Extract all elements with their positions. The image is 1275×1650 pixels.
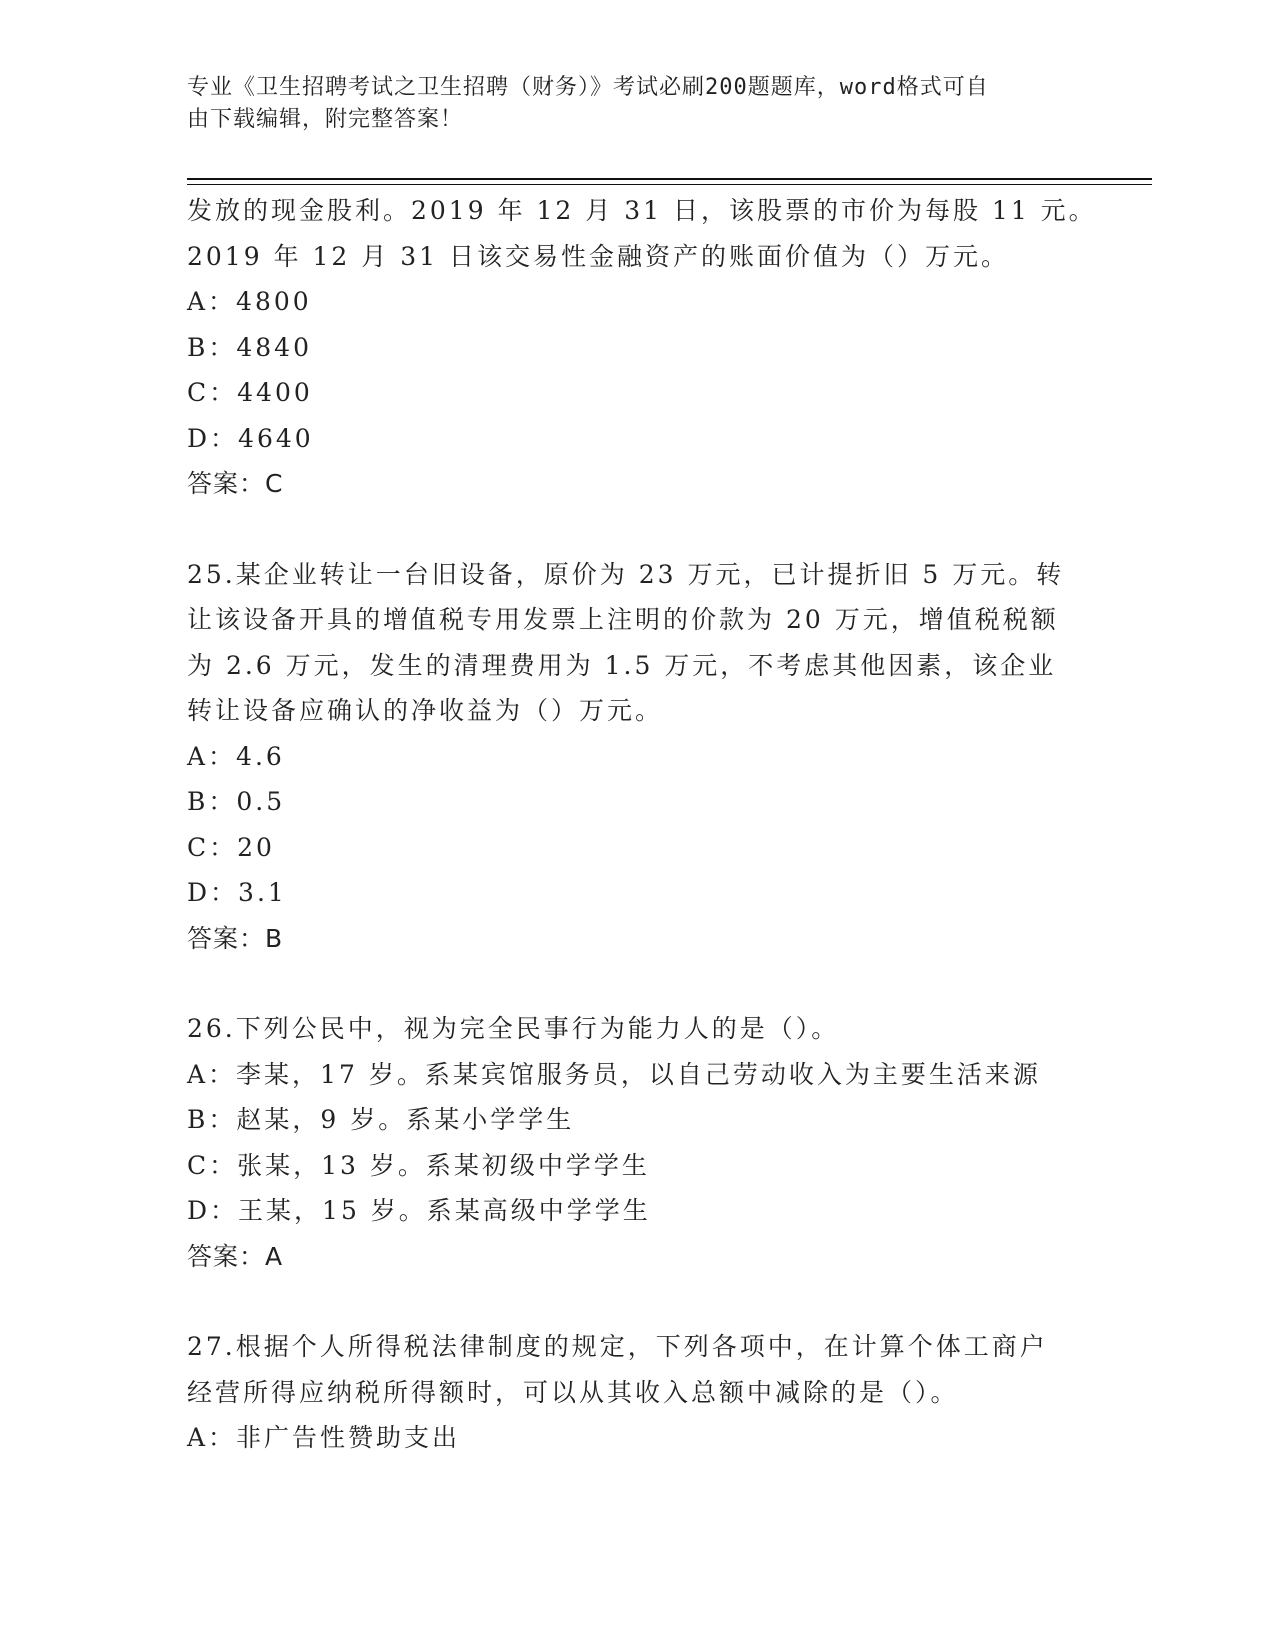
question-24-option-c: C：4400 xyxy=(187,378,313,407)
question-26-stem-line-1: 26.下列公民中，视为完全民事行为能力人的是（）。 xyxy=(187,1014,840,1043)
question-24-stem-line-2: 2019 年 12 月 31 日该交易性金融资产的账面价值为（）万元。 xyxy=(187,241,1009,271)
question-26-option-b: B：赵某，9 岁。系某小学学生 xyxy=(187,1105,575,1134)
question-25 xyxy=(187,552,1087,962)
question-24-answer: 答案：C xyxy=(187,469,284,498)
question-26-option-c: C：张某，13 岁。系某初级中学学生 xyxy=(187,1150,650,1180)
document-header xyxy=(187,72,1067,136)
question-27-stem-line-1: 27.根据个人所得税法律制度的规定，下列各项中，在计算个体工商户 xyxy=(187,1332,1048,1361)
question-24 xyxy=(187,188,1097,507)
question-25-answer: 答案：B xyxy=(187,923,284,953)
question-25-stem-line-2: 让该设备开具的增值税专用发票上注明的价款为 20 万元，增值税税额 xyxy=(187,605,1059,634)
question-24-option-b: B：4840 xyxy=(187,332,312,362)
question-24-option-a: A：4800 xyxy=(187,287,312,316)
question-24-option-d: D：4640 xyxy=(187,423,314,453)
header-divider-thin xyxy=(187,184,1152,185)
question-26-option-d: D：王某，15 岁。系某高级中学学生 xyxy=(187,1196,651,1225)
question-27-stem-line-2: 经营所得应纳税所得额时，可以从其收入总额中减除的是（）。 xyxy=(187,1377,959,1407)
question-spacer xyxy=(187,507,1087,552)
question-25-stem-line-4: 转让设备应确认的净收益为（）万元。 xyxy=(187,696,664,725)
question-content xyxy=(187,188,1097,1461)
question-25-option-a: A：4.6 xyxy=(187,741,285,771)
question-24-stem-line-1: 发放的现金股利。2019 年 12 月 31 日，该股票的市价为每股 11 元。 xyxy=(187,196,1097,225)
question-26-answer: 答案：A xyxy=(187,1241,284,1271)
question-spacer xyxy=(187,1279,1087,1324)
question-spacer xyxy=(187,961,1087,1006)
question-25-option-d: D：3.1 xyxy=(187,878,287,907)
question-26-option-a: A：李某，17 岁。系某宾馆服务员，以自己劳动收入为主要生活来源 xyxy=(187,1059,1041,1089)
question-27 xyxy=(187,1324,1087,1461)
question-25-stem-line-3: 为 2.6 万元，发生的清理费用为 1.5 万元，不考虑其他因素，该企业 xyxy=(187,650,1057,680)
header-title-line-2: 由下载编辑，附完整答案！ xyxy=(187,107,464,132)
question-25-option-c: C：20 xyxy=(187,832,275,862)
question-27-option-a: A：非广告性赞助支出 xyxy=(187,1423,461,1452)
header-divider-thick xyxy=(187,178,1152,180)
question-25-stem-line-1: 25.某企业转让一台旧设备，原价为 23 万元，已计提折旧 5 万元。转 xyxy=(187,559,1065,589)
header-title-line-1: 专业《卫生招聘考试之卫生招聘（财务）》考试必刷200题题库，word格式可自 xyxy=(187,75,989,100)
question-26 xyxy=(187,1006,1087,1279)
question-25-option-b: B：0.5 xyxy=(187,787,286,816)
